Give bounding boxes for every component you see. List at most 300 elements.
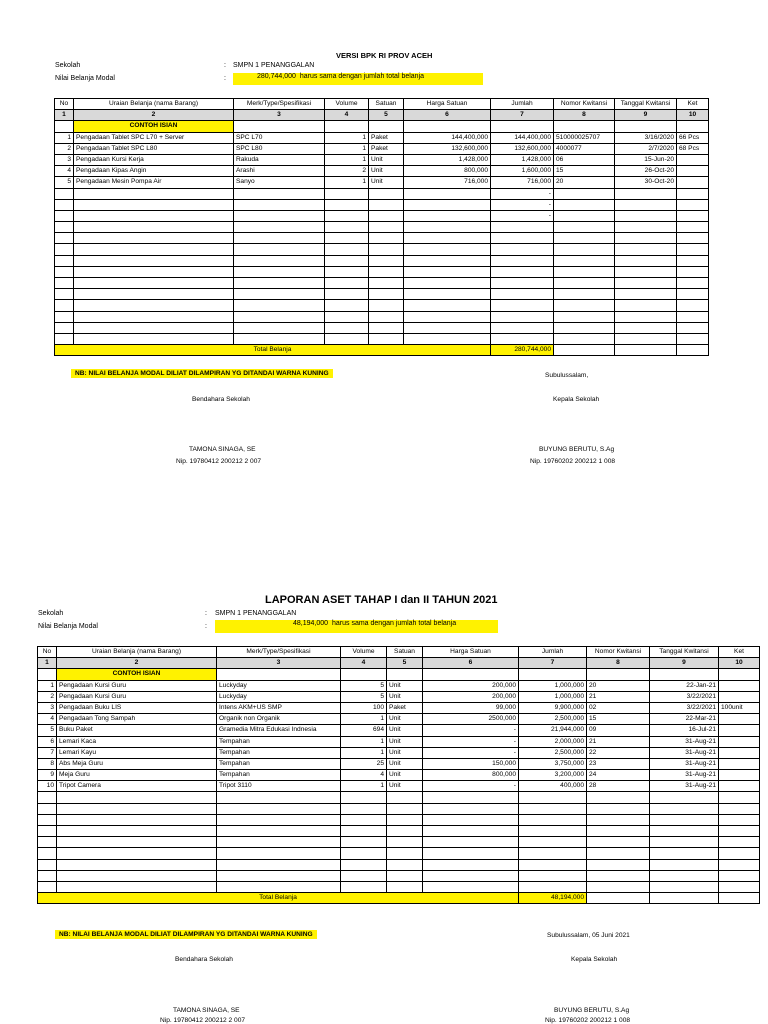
table-cell [677,244,709,255]
table-cell [719,826,760,837]
table-cell [217,837,341,848]
table-cell [404,244,491,255]
table-cell: - [491,188,554,199]
table-cell [234,244,325,255]
table-cell [719,881,760,892]
table-cell: 21 [587,691,650,702]
table-cell [325,266,369,277]
table-cell: 100unit [719,702,760,713]
column-header: Harga Satuan [423,647,519,658]
table-cell [341,803,387,814]
table-cell: 2,500,000 [519,714,587,725]
report2-right-name: BUYUNG BERUTU, S.Ag [554,1007,630,1014]
column-number: 8 [587,658,650,669]
table-cell [554,210,615,221]
table-cell [369,311,404,322]
table-cell: 1 [341,781,387,792]
table-row [55,210,709,221]
column-header: No [38,647,57,658]
table-cell [650,893,719,904]
table-cell [387,826,423,837]
table-cell [55,289,74,300]
table-cell [325,233,369,244]
table-cell: 1,428,000 [491,154,554,165]
column-number: 5 [387,658,423,669]
column-header: Tanggal Kwitansi [650,647,719,658]
table-cell [369,199,404,210]
column-header: Harga Satuan [404,99,491,110]
column-number: 3 [234,110,325,121]
table-cell [341,826,387,837]
report1-capital-note: harus sama dengan jumlah total belanja [299,73,425,80]
table-cell: 3/16/2020 [615,132,677,143]
table-row [38,859,760,870]
table-cell [719,870,760,881]
table-cell [650,803,719,814]
table-cell [57,859,217,870]
table-cell [38,826,57,837]
table-cell [234,222,325,233]
table-cell [615,255,677,266]
table-cell [719,803,760,814]
table-cell [519,803,587,814]
table-cell: 23 [587,758,650,769]
table-cell [491,333,554,344]
table-cell [554,311,615,322]
report2-capital-value: 48,194,000 [293,620,329,627]
table-row [55,244,709,255]
table-cell [217,814,341,825]
table-cell [55,311,74,322]
table-cell [615,222,677,233]
table-cell [615,300,677,311]
table-cell: Pengadaan Tong Sampah [57,714,217,725]
table-cell [587,859,650,870]
table-cell [369,244,404,255]
table-cell [234,300,325,311]
table-cell [341,870,387,881]
table-cell: 20 [554,177,615,188]
table-cell [554,278,615,289]
column-number: 2 [74,110,234,121]
table-cell [234,322,325,333]
table-cell: 5 [55,177,74,188]
table-cell [325,333,369,344]
table-cell: Pengadaan Tablet SPC L70 + Server [74,132,234,143]
table-cell [491,289,554,300]
table-cell: 2 [55,143,74,154]
table-cell [650,837,719,848]
table-cell [677,233,709,244]
table-cell: 4000077 [554,143,615,154]
table-cell [74,233,234,244]
table-cell [404,322,491,333]
table-cell [74,244,234,255]
table-cell [57,881,217,892]
table-cell: 15 [587,714,650,725]
table-cell [404,121,491,132]
table-cell [677,300,709,311]
column-number: 3 [217,658,341,669]
table-cell: 716,000 [404,177,491,188]
total-row [55,345,709,356]
table-cell: 1 [325,177,369,188]
table-cell [554,255,615,266]
table-row [38,781,760,792]
table-cell [587,870,650,881]
table-cell [404,210,491,221]
table-cell: 7 [38,747,57,758]
table-cell [234,121,325,132]
table-cell: 2 [325,166,369,177]
table-cell [677,322,709,333]
table-cell [719,837,760,848]
table-cell [677,255,709,266]
table-cell [615,278,677,289]
table-cell [325,244,369,255]
table-cell [491,121,554,132]
table-cell [217,826,341,837]
table-cell [369,188,404,199]
table-cell [369,278,404,289]
table-row [38,803,760,814]
table-cell [650,870,719,881]
table-cell [369,121,404,132]
table-cell [404,289,491,300]
table-cell: 31-Aug-21 [650,770,719,781]
table-cell: 99,000 [423,702,519,713]
table-cell: 2 [38,691,57,702]
table-cell [677,166,709,177]
table-cell [719,814,760,825]
table-row [38,837,760,848]
report2-title: LAPORAN ASET TAHAP I dan II TAHUN 2021 [265,594,498,606]
table-cell: 21 [587,736,650,747]
table-row [38,680,760,691]
table-cell: Unit [387,714,423,725]
column-number: 4 [325,110,369,121]
table-cell [234,311,325,322]
table-cell: 3,200,000 [519,770,587,781]
report1-left-name: TAMONA SINAGA, SE [189,446,256,453]
table-cell: 3 [38,702,57,713]
table-cell [404,188,491,199]
table-cell: 200,000 [423,680,519,691]
table-cell [719,893,760,904]
contoh-label: CONTOH ISIAN [57,669,217,680]
table-cell [719,725,760,736]
table-cell: Tripot 3110 [217,781,341,792]
column-header: Uraian Belanja (nama Barang) [57,647,217,658]
table-cell [519,837,587,848]
column-number-row [55,110,709,121]
report1-title: VERSI BPK RI PROV ACEH [336,51,433,60]
table-cell: Tempahan [217,747,341,758]
table-cell [719,714,760,725]
table-cell [677,266,709,277]
table-cell: 22-Jan-21 [650,680,719,691]
table-cell: 4 [38,714,57,725]
table-cell: 200,000 [423,691,519,702]
report2-capital-colon: : [205,623,207,630]
table-cell [719,747,760,758]
table-cell [615,199,677,210]
table-cell [423,848,519,859]
report1-table [54,98,709,356]
table-row [55,311,709,322]
table-cell [55,266,74,277]
table-row [55,333,709,344]
table-cell: Paket [387,702,423,713]
table-cell: Pengadaan Mesin Pompa Air [74,177,234,188]
column-number: 10 [719,658,760,669]
table-cell [38,792,57,803]
table-cell: 1 [38,680,57,691]
total-row [38,893,760,904]
table-cell [325,278,369,289]
table-cell [369,333,404,344]
report2-left-name: TAMONA SINAGA, SE [173,1007,240,1014]
table-cell: 22 [587,747,650,758]
table-cell: 100 [341,702,387,713]
table-cell [677,199,709,210]
column-header: Volume [341,647,387,658]
table-cell [719,792,760,803]
table-cell: 5 [341,680,387,691]
table-cell: Lemari Kayu [57,747,217,758]
report2-left-nip: Nip. 19780412 200212 2 007 [160,1017,246,1024]
table-cell [55,210,74,221]
report2-capital-label: Nilai Belanja Modal [38,623,98,630]
table-cell [677,278,709,289]
table-cell [38,669,57,680]
table-cell [387,848,423,859]
table-row [55,255,709,266]
table-cell [217,803,341,814]
table-cell [719,859,760,870]
table-cell [423,870,519,881]
table-cell: Tempahan [217,758,341,769]
table-cell: Unit [387,736,423,747]
column-number: 10 [677,110,709,121]
table-cell [341,814,387,825]
table-cell [74,289,234,300]
table-cell [369,233,404,244]
table-cell [217,859,341,870]
table-cell [325,188,369,199]
table-cell [650,669,719,680]
report1-right-name: BUYUNG BERUTU, S.Ag [539,446,615,453]
report1-school-value: SMPN 1 PENANGGALAN [233,62,315,69]
table-cell: 3,750,000 [519,758,587,769]
table-cell [423,814,519,825]
column-header: Merk/Type/Spesifikasi [234,99,325,110]
table-cell [55,333,74,344]
table-cell [519,814,587,825]
table-cell [423,859,519,870]
table-cell [491,233,554,244]
column-number: 6 [404,110,491,121]
table-cell [404,199,491,210]
table-cell [404,233,491,244]
table-cell [677,222,709,233]
table-cell [677,210,709,221]
table-row [55,154,709,165]
table-cell [719,848,760,859]
table-cell: Gramedia Mitra Edukasi Indnesia [217,725,341,736]
table-cell [404,311,491,322]
table-cell: Luckyday [217,680,341,691]
report2-nb-note: NB: NILAI BELANJA MODAL DILIAT DILAMPIRAN YG DITANDAI WARNA KUNING [55,930,317,939]
table-cell [74,255,234,266]
table-cell [341,848,387,859]
table-row [55,233,709,244]
table-cell: 68 Pcs [677,143,709,154]
table-cell [234,210,325,221]
table-cell [519,848,587,859]
table-cell: SPC L70 [234,132,325,143]
table-cell [38,803,57,814]
table-cell: Unit [387,770,423,781]
contoh-row [38,669,760,680]
report1-school-colon: : [224,62,226,69]
table-cell: 31-Aug-21 [650,747,719,758]
table-row [38,770,760,781]
table-cell: Unit [387,747,423,758]
table-cell: 31-Aug-21 [650,758,719,769]
table-cell: 510000025707 [554,132,615,143]
table-cell: 1 [341,714,387,725]
table-cell [615,121,677,132]
report2-right-nip: Nip. 19760202 200212 1 008 [545,1017,631,1024]
table-cell: 1 [325,132,369,143]
report1-right-role: Kepala Sekolah [553,396,600,403]
table-cell: 06 [554,154,615,165]
table-cell [387,792,423,803]
table-cell [387,837,423,848]
report2-school-label: Sekolah [38,610,64,617]
table-cell [719,691,760,702]
table-cell [369,289,404,300]
table-row [38,826,760,837]
table-cell [369,222,404,233]
table-cell: Organik non Organik [217,714,341,725]
table-cell: 2,500,000 [519,747,587,758]
table-row [38,714,760,725]
table-row [55,222,709,233]
report1-capital-colon: : [224,75,226,82]
table-cell [615,345,677,356]
contoh-row [55,121,709,132]
table-cell [423,881,519,892]
table-row [38,736,760,747]
table-row [55,322,709,333]
table-cell [55,278,74,289]
table-cell: 30-Oct-20 [615,177,677,188]
table-cell: 1,000,000 [519,680,587,691]
table-cell [369,266,404,277]
table-cell [719,736,760,747]
table-cell [554,222,615,233]
table-cell [55,121,74,132]
table-cell [325,311,369,322]
table-cell [325,255,369,266]
column-number: 2 [57,658,217,669]
table-row [55,188,709,199]
table-cell: 1 [341,736,387,747]
table-cell [650,814,719,825]
table-cell: 132,600,000 [404,143,491,154]
table-cell [55,244,74,255]
column-number: 7 [491,110,554,121]
table-cell: 1 [55,132,74,143]
column-number-row [38,658,760,669]
table-cell [325,289,369,300]
table-row [38,758,760,769]
table-cell: - [491,199,554,210]
table-cell [74,300,234,311]
report2-capital-note: harus sama dengan jumlah total belanja [332,620,457,627]
report1-capital-label: Nilai Belanja Modal [55,75,115,82]
table-cell: Pengadaan Kursi Guru [57,691,217,702]
table-cell [615,210,677,221]
table-cell [491,311,554,322]
table-cell [677,154,709,165]
column-header: Jumlah [519,647,587,658]
table-cell [387,870,423,881]
table-cell [491,244,554,255]
table-cell: Rakuda [234,154,325,165]
table-cell: Unit [369,154,404,165]
table-cell: Paket [369,132,404,143]
table-cell: 800,000 [423,770,519,781]
table-cell: - [423,747,519,758]
table-cell [677,289,709,300]
table-cell [491,255,554,266]
report2-school-colon: : [205,610,207,617]
table-cell [423,837,519,848]
column-header: Uraian Belanja (nama Barang) [74,99,234,110]
total-value: 280,744,000 [491,345,554,356]
table-cell [74,222,234,233]
table-cell [387,814,423,825]
table-cell [491,266,554,277]
table-cell [650,792,719,803]
column-header: Nomor Kwitansi [554,99,615,110]
table-cell [615,266,677,277]
table-cell: Pengadaan Kursi Guru [57,680,217,691]
table-cell: 21,944,000 [519,725,587,736]
table-row [38,702,760,713]
table-cell: - [491,210,554,221]
table-cell [57,792,217,803]
report1-capital-box [233,73,483,85]
table-cell: 3/22/2021 [650,691,719,702]
column-header: Tanggal Kwitansi [615,99,677,110]
report1-closing: Subulussalam, [545,372,589,379]
table-cell: - [423,725,519,736]
table-cell: 9,900,000 [519,702,587,713]
table-cell [234,199,325,210]
table-cell [74,266,234,277]
table-cell: 716,000 [491,177,554,188]
column-number: 4 [341,658,387,669]
table-row [38,747,760,758]
table-cell [234,289,325,300]
table-cell: 9 [38,770,57,781]
table-cell: 20 [587,680,650,691]
column-header: Satuan [387,647,423,658]
